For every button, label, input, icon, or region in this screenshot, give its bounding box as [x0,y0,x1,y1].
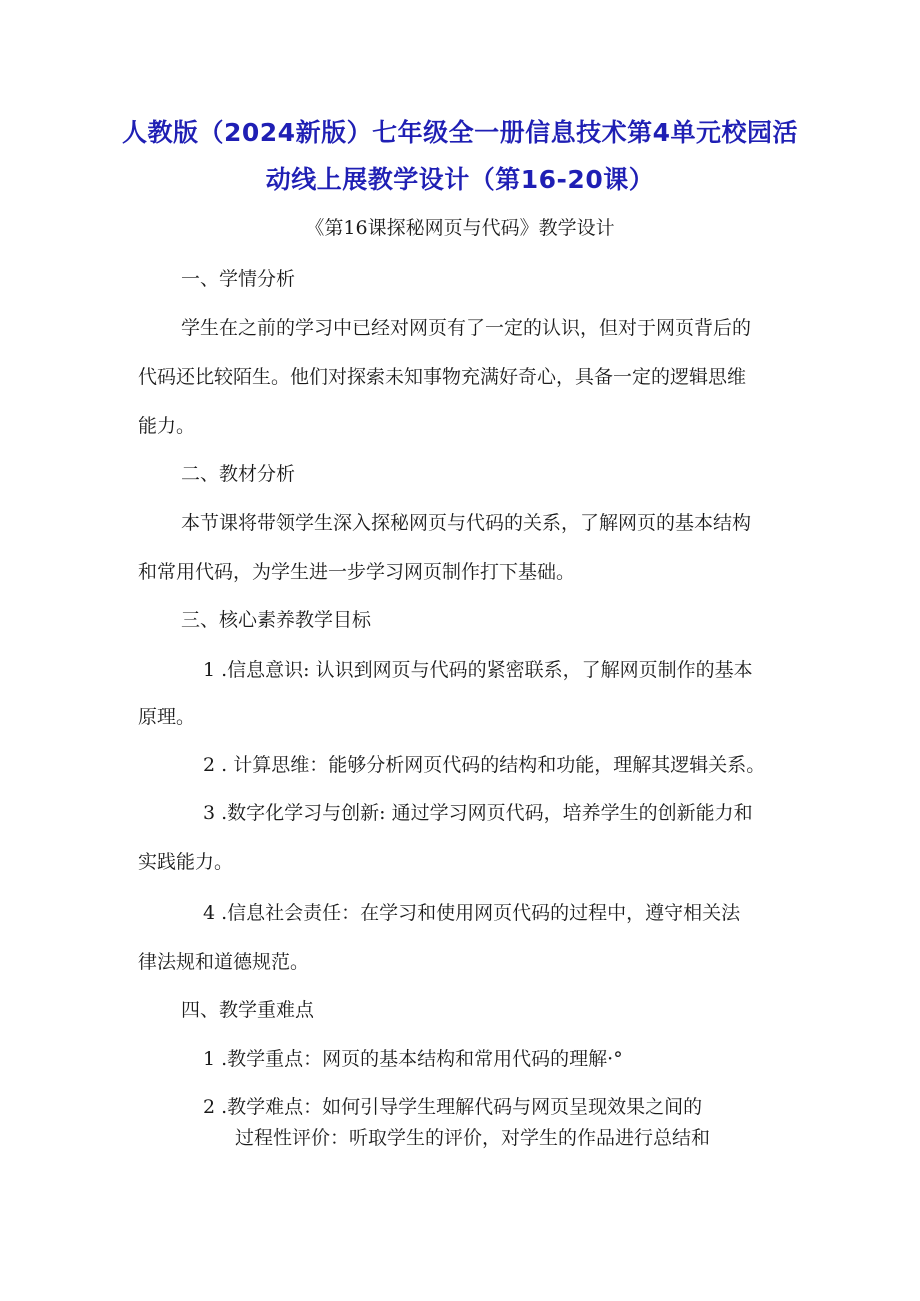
paragraph-line: 能力。 [138,415,196,437]
objective-item: 3 .数字化学习与创新: 通过学习网页代码，培养学生的创新能力和 [203,802,753,824]
document-title-line-1: 人教版（2024新版）七年级全一册信息技术第4单元校园活 [122,118,798,147]
evaluation-line: 过程性评价：听取学生的评价，对学生的作品进行总结和 [235,1127,711,1149]
lesson-subtitle: 《第16课探秘网页与代码》教学设计 [305,217,615,239]
section-heading-material-analysis: 二、教材分析 [181,463,296,485]
paragraph-line: 和常用代码，为学生进一步学习网页制作打下基础。 [138,561,576,583]
section-heading-learner-analysis: 一、学情分析 [181,268,296,290]
section-heading-key-difficult-points: 四、教学重难点 [181,999,315,1021]
objective-item-continuation: 实践能力。 [138,851,234,873]
objective-item-continuation: 原理。 [138,706,196,728]
section-heading-core-objectives: 三、核心素养教学目标 [181,609,372,631]
objective-item: 4 .信息社会责任：在学习和使用网页代码的过程中，遵守相关法 [203,902,741,924]
paragraph-line: 学生在之前的学习中已经对网页有了一定的认识，但对于网页背后的 [181,317,752,339]
objective-item: 2 . 计算思维：能够分析网页代码的结构和功能，理解其逻辑关系。 [203,754,766,776]
objective-item: 1 .信息意识: 认识到网页与代码的紧密联系，了解网页制作的基本 [203,659,753,681]
paragraph-line: 代码还比较陌生。他们对探索未知事物充满好奇心，具备一定的逻辑思维 [138,366,747,388]
key-point-item: 2 .教学难点：如何引导学生理解代码与网页呈现效果之间的 [203,1096,703,1118]
paragraph-line: 本节课将带领学生深入探秘网页与代码的关系，了解网页的基本结构 [181,512,752,534]
document-title-line-2: 动线上展教学设计（第16-20课） [265,165,655,194]
objective-item-continuation: 律法规和道德规范。 [138,951,310,973]
key-point-item: 1 .教学重点：网页的基本结构和常用代码的理解·° [203,1048,623,1070]
